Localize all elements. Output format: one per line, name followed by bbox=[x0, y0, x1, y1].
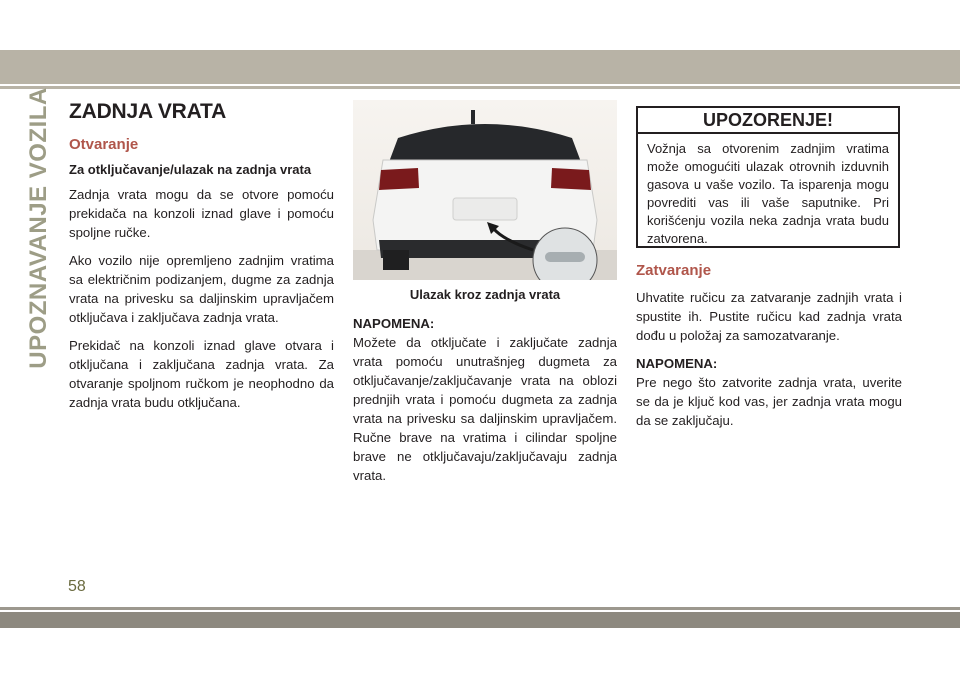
note-text: Pre nego što zatvorite zadnja vrata, uverite se da je ključ kod vas, jer zadnja vrata mogu da se zaključaju. bbox=[636, 375, 902, 428]
footer-rule bbox=[0, 607, 960, 610]
paragraph: Ako vozilo nije opremljeno zadnjim vratima sa električnim podizanjem, dugme za zadnja vrata na privesku sa daljinskim upravljačem otključava i zaključava zadnja vrata. bbox=[69, 253, 334, 325]
paragraph: Uhvatite ručicu za zatvaranje zadnjih vrata i spustite ih. Pustite ručicu kad zadnja vrata dođu u položaj za samozatvaranje. bbox=[636, 290, 902, 343]
note-label: NAPOMENA: bbox=[636, 356, 718, 371]
car-rear-illustration bbox=[353, 100, 617, 280]
section-heading-closing: Zatvaranje bbox=[636, 262, 712, 279]
header-rule bbox=[0, 86, 960, 89]
liftgate-photo bbox=[353, 100, 617, 280]
warning-box bbox=[636, 106, 900, 248]
left-column bbox=[69, 100, 334, 421]
note-block bbox=[636, 354, 902, 430]
page-number: 58 bbox=[68, 578, 86, 595]
warning-title: UPOZORENJE! bbox=[638, 108, 898, 134]
paragraph: Zadnja vrata mogu da se otvore pomoću prekidača na konzoli iznad glave i pomoću spoljne ručke. bbox=[69, 187, 334, 240]
page-title: ZADNJA VRATA bbox=[69, 100, 227, 123]
photo-caption: Ulazak kroz zadnja vrata bbox=[409, 287, 561, 302]
note-label: NAPOMENA: bbox=[353, 316, 435, 331]
section-side-tab bbox=[25, 87, 52, 369]
note-block bbox=[353, 314, 617, 485]
paragraph: Prekidač na konzoli iznad glave otvara i otključana i zaključana zadnja vrata. Za otvaranje spoljnom ručkom je neophodno da zadnja vrata budu otključana. bbox=[69, 338, 334, 410]
note-text: Možete da otključate i zaključate zadnja vrata pomoću unutrašnjeg dugmeta za otključavanje/zaključavanje vrata na oblozi prednjih vrata i pomoću dugmeta za zadnja vrata na privesku sa daljinskim upravljačem. Ručne brave na vratima i cilindar spoljne brave ne otključavaju/zaključavaju zadnja vrata. bbox=[353, 335, 617, 483]
section-side-tab-label: UPOZNAVANJE VOZILA bbox=[25, 87, 52, 369]
subheading-unlock: Za otključavanje/ulazak na zadnja vrata bbox=[69, 162, 312, 177]
footer-band bbox=[0, 612, 960, 628]
header-band bbox=[0, 50, 960, 84]
warning-text: Vožnja sa otvorenim zadnjim vratima može omogućiti ulazak otrovnih izduvnih gasova u vaše vozilo. Ta isparenja mogu povrediti vas ili vaše saputnike. Pri korišćenju vozila neka zadnja vrata budu zatvorena. bbox=[647, 141, 889, 246]
closing-section bbox=[636, 262, 902, 430]
section-heading-opening: Otvaranje bbox=[69, 136, 139, 153]
